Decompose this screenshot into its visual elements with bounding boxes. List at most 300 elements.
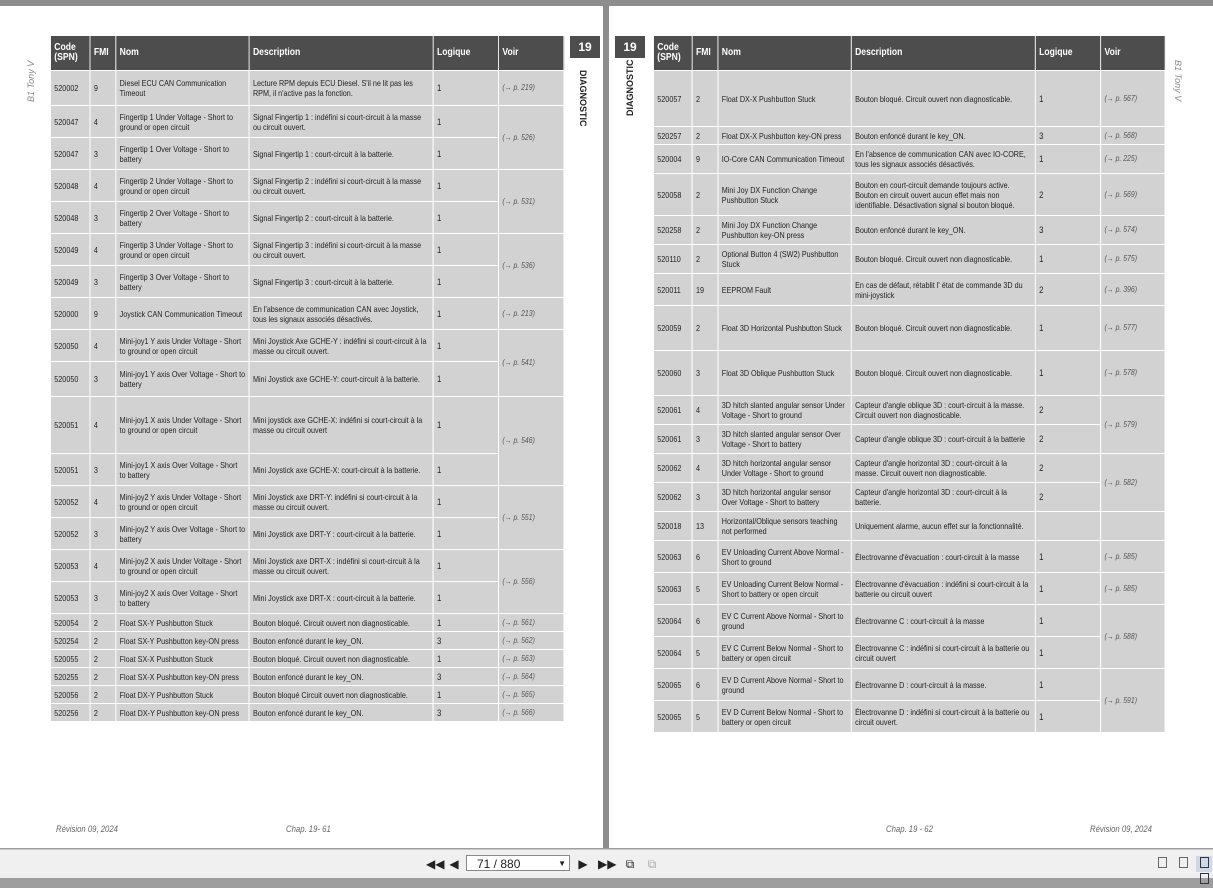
- table-row: [50, 668, 563, 686]
- cell-code: 520063: [653, 541, 692, 573]
- table-row: [653, 637, 1165, 669]
- cell-code: 520058: [653, 174, 692, 216]
- cell-logique: 1: [433, 266, 498, 298]
- table-row: [50, 170, 563, 202]
- cell-voir[interactable]: (→ p. 213): [498, 298, 563, 330]
- cell-description: Électrovanne D : court-circuit à la masse.: [851, 669, 1035, 701]
- header-description: Description: [851, 36, 1035, 71]
- cell-voir[interactable]: [1101, 512, 1166, 541]
- table-header-row: [50, 36, 563, 71]
- cell-description: Capteur d'angle horizontal 3D : court-circuit à la masse. Circuit ouvert non diagnosticable.: [851, 454, 1035, 483]
- document-page-right: [609, 6, 1213, 848]
- cell-voir[interactable]: (→ p. 225): [1101, 145, 1166, 174]
- cell-code: 520063: [653, 573, 692, 605]
- table-row: [653, 541, 1165, 573]
- cell-nom: Fingertip 1 Over Voltage - Short to battery: [116, 138, 249, 170]
- continuous-page-icon[interactable]: [1176, 856, 1190, 872]
- cell-fmi: 5: [692, 637, 718, 669]
- cell-fmi: 2: [90, 614, 116, 632]
- table-row: [653, 71, 1165, 127]
- cell-fmi: 9: [90, 298, 116, 330]
- cell-description: Électrovanne D : indéfini si court-circuit à la batterie ou circuit ouvert.: [851, 701, 1035, 733]
- table-row: [50, 650, 563, 668]
- cell-code: 520061: [653, 396, 692, 425]
- document-page-left: [0, 6, 603, 848]
- cell-fmi: 2: [90, 686, 116, 704]
- cell-logique: 3: [433, 704, 498, 722]
- table-row: [653, 216, 1165, 245]
- cell-nom: Mini-joy1 Y axis Over Voltage - Short to battery: [116, 362, 249, 397]
- table-row: [653, 145, 1165, 174]
- cell-code: 520047: [50, 106, 90, 138]
- table-row: [653, 396, 1165, 425]
- table-row: [50, 486, 563, 518]
- cell-nom: Float DX-Y Pushbutton key-ON press: [116, 704, 249, 722]
- cell-code: 520065: [653, 701, 692, 733]
- cell-description: Lecture RPM depuis ECU Diesel. S'il ne lit pas les RPM, il n'active pas la fonction.: [249, 71, 433, 106]
- table-row: [50, 704, 563, 722]
- cell-code: 520050: [50, 330, 90, 362]
- table-row: [653, 174, 1165, 216]
- cell-voir[interactable]: (→ p. 567): [1101, 71, 1166, 127]
- table-row: [50, 454, 563, 486]
- cell-fmi: 2: [692, 245, 718, 274]
- cell-fmi: 4: [90, 330, 116, 362]
- table-row: [653, 306, 1165, 351]
- cell-logique: 1: [433, 298, 498, 330]
- cell-nom: Mini-joy2 Y axis Over Voltage - Short to battery: [116, 518, 249, 550]
- cell-fmi: 3: [90, 582, 116, 614]
- cell-nom: Fingertip 2 Under Voltage - Short to ground or open circuit: [116, 170, 249, 202]
- cell-fmi: 9: [90, 71, 116, 106]
- cell-code: 520018: [653, 512, 692, 541]
- header-code: Code (SPN): [653, 36, 692, 71]
- cell-code: 520048: [50, 202, 90, 234]
- cell-logique: 1: [1035, 573, 1100, 605]
- cell-code: 520059: [653, 306, 692, 351]
- cell-fmi: 3: [90, 266, 116, 298]
- cell-fmi: 2: [90, 704, 116, 722]
- cell-voir[interactable]: (→ p. 541): [498, 330, 563, 397]
- cell-description: Mini joystick axe GCHE-X: indéfini si court-circuit à la masse ou circuit ouvert: [249, 397, 433, 454]
- cell-fmi: 2: [90, 632, 116, 650]
- cell-code: 520110: [653, 245, 692, 274]
- cell-code: 520049: [50, 266, 90, 298]
- cell-fmi: 3: [90, 362, 116, 397]
- cell-code: 520254: [50, 632, 90, 650]
- diagnostic-table-left: [50, 35, 564, 722]
- cell-logique: 2: [1035, 483, 1100, 512]
- cell-nom: EV C Current Above Normal - Short to ground: [718, 605, 851, 637]
- table-row: [50, 362, 563, 397]
- cell-fmi: 3: [692, 483, 718, 512]
- cell-logique: 1: [1035, 145, 1100, 174]
- cell-voir[interactable]: (→ p. 578): [1101, 351, 1166, 396]
- cell-nom: Mini-joy1 X axis Under Voltage - Short to ground or open circuit: [116, 397, 249, 454]
- cell-nom: Float 3D Oblique Pushbutton Stuck: [718, 351, 851, 396]
- header-voir: Voir: [498, 36, 563, 71]
- cell-nom: Mini-joy1 X axis Over Voltage - Short to battery: [116, 454, 249, 486]
- last-page-icon[interactable]: ▶▶: [598, 857, 617, 871]
- cell-voir[interactable]: (→ p. 569): [1101, 174, 1166, 216]
- cell-description: Signal Fingertip 1 : court-circuit à la batterie.: [249, 138, 433, 170]
- cell-code: 520049: [50, 234, 90, 266]
- cell-fmi: 19: [692, 274, 718, 306]
- footer-revision: Révision 09, 2024: [56, 824, 118, 834]
- footer-chapter: Chap. 19 - 62: [886, 824, 933, 834]
- cell-voir[interactable]: (→ p. 591): [1101, 669, 1166, 733]
- cell-nom: EV Unloading Current Below Normal - Short to battery or open circuit: [718, 573, 851, 605]
- cell-code: 520064: [653, 605, 692, 637]
- cell-fmi: 2: [692, 306, 718, 351]
- table-row: [653, 351, 1165, 396]
- cell-logique: 2: [1035, 274, 1100, 306]
- cell-logique: 3: [1035, 216, 1100, 245]
- cell-code: 520056: [50, 686, 90, 704]
- cell-code: 520062: [653, 454, 692, 483]
- footer-chapter: Chap. 19- 61: [286, 824, 331, 834]
- cell-fmi: 3: [90, 454, 116, 486]
- cover-page-icon[interactable]: ⧉: [647, 857, 657, 871]
- cell-fmi: 6: [692, 669, 718, 701]
- cell-fmi: 4: [90, 170, 116, 202]
- table-header-row: [653, 36, 1165, 71]
- footer-revision: Révision 09, 2024: [1090, 824, 1152, 834]
- table-row: [653, 274, 1165, 306]
- cell-fmi: 4: [692, 454, 718, 483]
- cell-nom: Horizontal/Oblique sensors teaching not performed: [718, 512, 851, 541]
- cell-logique: 1: [433, 518, 498, 550]
- cell-fmi: 3: [692, 351, 718, 396]
- cell-fmi: 13: [692, 512, 718, 541]
- table-row: [653, 605, 1165, 637]
- cell-logique: 1: [433, 650, 498, 668]
- cell-logique: 1: [1035, 541, 1100, 573]
- cell-description: Bouton bloqué. Circuit ouvert non diagnosticable.: [851, 306, 1035, 351]
- cell-code: 520051: [50, 397, 90, 454]
- cell-nom: 3D hitch horizontal angular sensor Under Voltage - Short to ground: [718, 454, 851, 483]
- cell-logique: 1: [1035, 637, 1100, 669]
- table-row: [50, 234, 563, 266]
- cell-logique: 1: [1035, 306, 1100, 351]
- cell-description: Signal Fingertip 3 : indéfini si court-circuit à la masse ou circuit ouvert.: [249, 234, 433, 266]
- cell-nom: Float 3D Horizontal Pushbutton Stuck: [718, 306, 851, 351]
- cell-description: Mini Joystick axe DRT-Y : court-circuit à la batterie.: [249, 518, 433, 550]
- cell-code: 520047: [50, 138, 90, 170]
- cell-nom: Float SX-X Pushbutton key-ON press: [116, 668, 249, 686]
- cell-description: Capteur d'angle oblique 3D : court-circuit à la batterie: [851, 425, 1035, 454]
- cell-fmi: 6: [692, 541, 718, 573]
- cell-voir[interactable]: (→ p. 582): [1101, 454, 1166, 512]
- cell-description: Bouton bloqué Circuit ouvert non diagnosticable.: [249, 686, 433, 704]
- diagnostic-table-right: [653, 35, 1166, 733]
- cell-code: 520051: [50, 454, 90, 486]
- cell-code: 520057: [653, 71, 692, 127]
- table-row: [50, 582, 563, 614]
- chapter-number: 19: [570, 36, 600, 58]
- cell-code: 520055: [50, 650, 90, 668]
- cell-fmi: 3: [90, 202, 116, 234]
- cell-voir[interactable]: (→ p. 561): [498, 614, 563, 632]
- cell-logique: 1: [1035, 605, 1100, 637]
- cell-logique: 1: [433, 202, 498, 234]
- cell-code: 520256: [50, 704, 90, 722]
- cell-fmi: 4: [90, 550, 116, 582]
- cell-code: 520257: [653, 127, 692, 145]
- cell-description: Signal Fingertip 2 : court-circuit à la batterie.: [249, 202, 433, 234]
- cell-logique: 1: [433, 582, 498, 614]
- table-row: [653, 669, 1165, 701]
- cell-voir[interactable]: (→ p. 574): [1101, 216, 1166, 245]
- cell-nom: Float DX-Y Pushbutton Stuck: [116, 686, 249, 704]
- cell-code: 520004: [653, 145, 692, 174]
- cell-voir[interactable]: (→ p. 546): [498, 397, 563, 486]
- cell-code: 520052: [50, 486, 90, 518]
- table-row: [653, 245, 1165, 274]
- cell-nom: 3D hitch horizontal angular sensor Over Voltage - Short to battery: [718, 483, 851, 512]
- cell-voir[interactable]: (→ p. 566): [498, 704, 563, 722]
- header-voir: Voir: [1101, 36, 1166, 71]
- table-row: [653, 127, 1165, 145]
- cell-voir[interactable]: (→ p. 564): [498, 668, 563, 686]
- cell-fmi: 2: [692, 174, 718, 216]
- cell-logique: 1: [433, 170, 498, 202]
- cell-description: Bouton enfoncé durant le key_ON.: [249, 668, 433, 686]
- cell-voir[interactable]: (→ p. 536): [498, 234, 563, 298]
- cell-nom: 3D hitch slanted angular sensor Over Voltage - Short to battery: [718, 425, 851, 454]
- header-logique: Logique: [433, 36, 498, 71]
- cell-voir[interactable]: (→ p. 585): [1101, 541, 1166, 573]
- table-row: [50, 686, 563, 704]
- cell-description: Bouton enfoncé durant le key_ON.: [249, 632, 433, 650]
- cell-voir[interactable]: (→ p. 556): [498, 550, 563, 614]
- cell-code: 520052: [50, 518, 90, 550]
- cell-description: Bouton bloqué. Circuit ouvert non diagnosticable.: [851, 245, 1035, 274]
- cell-nom: Mini Joy DX Function Change Pushbutton Stuck: [718, 174, 851, 216]
- header-nom: Nom: [718, 36, 851, 71]
- table-row: [653, 701, 1165, 733]
- cell-code: 520048: [50, 170, 90, 202]
- cell-fmi: 2: [692, 216, 718, 245]
- page-number-input[interactable]: [466, 855, 570, 871]
- header-logique: Logique: [1035, 36, 1100, 71]
- cell-fmi: 6: [692, 605, 718, 637]
- cell-logique: 1: [433, 614, 498, 632]
- table-row: [50, 202, 563, 234]
- cell-fmi: 2: [692, 71, 718, 127]
- cell-voir[interactable]: (→ p. 579): [1101, 396, 1166, 454]
- cell-fmi: 3: [90, 138, 116, 170]
- cell-description: Bouton enfoncé durant le key_ON.: [851, 127, 1035, 145]
- cell-fmi: 5: [692, 701, 718, 733]
- cell-voir[interactable]: (→ p. 568): [1101, 127, 1166, 145]
- cell-code: 520062: [653, 483, 692, 512]
- cell-description: Électrovanne C : indéfini si court-circuit à la batterie ou circuit ouvert: [851, 637, 1035, 669]
- cell-nom: Float DX-X Pushbutton key-ON press: [718, 127, 851, 145]
- cell-nom: Fingertip 3 Over Voltage - Short to battery: [116, 266, 249, 298]
- viewer-toolbar: [0, 849, 1213, 878]
- cell-fmi: 4: [90, 486, 116, 518]
- cell-description: Mini Joystick axe DRT-X : court-circuit à la batterie.: [249, 582, 433, 614]
- cell-voir[interactable]: (→ p. 551): [498, 486, 563, 550]
- cell-nom: Mini-joy1 Y axis Under Voltage - Short to ground or open circuit: [116, 330, 249, 362]
- table-body-left: [50, 71, 563, 722]
- page-author: B1 Tony V: [1173, 60, 1183, 102]
- cell-nom: Fingertip 3 Under Voltage - Short to ground or open circuit: [116, 234, 249, 266]
- cell-voir[interactable]: (→ p. 562): [498, 632, 563, 650]
- cell-fmi: 3: [692, 425, 718, 454]
- cell-code: 520002: [50, 71, 90, 106]
- chapter-number: 19: [615, 36, 645, 58]
- cell-description: Capteur d'angle horizontal 3D : court-circuit à la batterie.: [851, 483, 1035, 512]
- cell-description: Uniquement alarme, aucun effet sur la fonctionnalité.: [851, 512, 1035, 541]
- next-page-icon[interactable]: ▶: [578, 857, 588, 871]
- single-page-icon[interactable]: [1155, 856, 1169, 872]
- cell-code: 520011: [653, 274, 692, 306]
- cell-code: 520255: [50, 668, 90, 686]
- cell-nom: Fingertip 1 Under Voltage - Short to ground or open circuit: [116, 106, 249, 138]
- cell-logique: 1: [433, 486, 498, 518]
- cell-code: 520060: [653, 351, 692, 396]
- header-description: Description: [249, 36, 433, 71]
- table-row: [653, 425, 1165, 454]
- cell-logique: 1: [433, 106, 498, 138]
- cell-logique: 1: [1035, 669, 1100, 701]
- cell-nom: EV D Current Below Normal - Short to battery or open circuit: [718, 701, 851, 733]
- table-row: [50, 550, 563, 582]
- cell-voir[interactable]: (→ p. 575): [1101, 245, 1166, 274]
- table-row: [50, 330, 563, 362]
- cell-description: Bouton bloqué. Circuit ouvert non diagnosticable.: [249, 614, 433, 632]
- header-fmi: FMI: [692, 36, 718, 71]
- cell-voir[interactable]: (→ p. 531): [498, 170, 563, 234]
- table-row: [50, 397, 563, 454]
- table-row: [50, 632, 563, 650]
- cell-voir[interactable]: (→ p. 219): [498, 71, 563, 106]
- cell-description: Électrovanne d'évacuation : court-circuit à la masse: [851, 541, 1035, 573]
- cell-description: Bouton en court-circuit demande toujours active. Bouton en circuit ouvert aucun effet mais non identifiable. Désactivation signal si bouton bloqué.: [851, 174, 1035, 216]
- cell-logique: 3: [1035, 127, 1100, 145]
- cell-logique: 3: [433, 668, 498, 686]
- cell-voir[interactable]: (→ p. 563): [498, 650, 563, 668]
- cell-nom: EEPROM Fault: [718, 274, 851, 306]
- cell-nom: Optional Button 4 (SW2) Pushbutton Stuck: [718, 245, 851, 274]
- cell-logique: 2: [1035, 174, 1100, 216]
- table-body-right: [653, 71, 1165, 733]
- table-row: [653, 483, 1165, 512]
- cell-description: Signal Fingertip 2 : indéfini si court-circuit à la masse ou circuit ouvert.: [249, 170, 433, 202]
- cell-code: 520065: [653, 669, 692, 701]
- cell-description: Bouton bloqué. Circuit ouvert non diagnosticable.: [249, 650, 433, 668]
- cell-logique: 1: [433, 330, 498, 362]
- cell-voir[interactable]: (→ p. 585): [1101, 573, 1166, 605]
- cell-description: Bouton enfoncé durant le key_ON.: [249, 704, 433, 722]
- cell-nom: Mini-joy2 Y axis Under Voltage - Short to ground or open circuit: [116, 486, 249, 518]
- cell-fmi: 4: [90, 106, 116, 138]
- cell-voir[interactable]: (→ p. 396): [1101, 274, 1166, 306]
- cell-logique: 3: [433, 632, 498, 650]
- page-author: B1 Tony V: [26, 60, 36, 102]
- cell-fmi: 4: [692, 396, 718, 425]
- cell-nom: Mini Joy DX Function Change Pushbutton key-ON press: [718, 216, 851, 245]
- cell-description: Capteur d'angle oblique 3D : court-circuit à la masse. Circuit ouvert non diagnosticable.: [851, 396, 1035, 425]
- chevron-down-icon[interactable]: ▼: [558, 859, 566, 868]
- cell-description: En l'absence de communication CAN avec IO-CORE, tous les signaux associés désactivés.: [851, 145, 1035, 174]
- cell-nom: IO-Core CAN Communication Timeout: [718, 145, 851, 174]
- table-row: [50, 518, 563, 550]
- cell-description: Signal Fingertip 3 : court-circuit à la batterie.: [249, 266, 433, 298]
- header-code: Code (SPN): [50, 36, 90, 71]
- cell-nom: EV D Current Above Normal - Short to ground: [718, 669, 851, 701]
- cell-nom: Mini-joy2 X axis Over Voltage - Short to battery: [116, 582, 249, 614]
- table-row: [653, 454, 1165, 483]
- cell-logique: 1: [433, 686, 498, 704]
- cell-description: Électrovanne C : court-circuit à la masse: [851, 605, 1035, 637]
- cell-description: Mini Joystick axe GCHE-X: court-circuit à la batterie.: [249, 454, 433, 486]
- cell-fmi: 4: [90, 234, 116, 266]
- cell-nom: Float SX-X Pushbutton Stuck: [116, 650, 249, 668]
- table-row: [50, 138, 563, 170]
- cell-code: 520050: [50, 362, 90, 397]
- cell-code: 520054: [50, 614, 90, 632]
- cell-logique: 2: [1035, 425, 1100, 454]
- section-label: DIAGNOSTIC: [625, 59, 635, 116]
- cell-description: Mini Joystick axe DRT-Y: indéfini si court-circuit à la masse ou circuit ouvert.: [249, 486, 433, 518]
- cell-nom: Joystick CAN Communication Timeout: [116, 298, 249, 330]
- prev-page-icon[interactable]: ◀: [449, 857, 459, 871]
- cell-code: 520258: [653, 216, 692, 245]
- cell-logique: 1: [1035, 701, 1100, 733]
- cell-nom: Diesel ECU CAN Communication Timeout: [116, 71, 249, 106]
- cell-nom: EV C Current Below Normal - Short to battery or open circuit: [718, 637, 851, 669]
- cell-voir[interactable]: (→ p. 565): [498, 686, 563, 704]
- cell-logique: 2: [1035, 454, 1100, 483]
- cell-nom: Float DX-X Pushbutton Stuck: [718, 71, 851, 127]
- page-number-value: 71 / 880: [477, 857, 521, 871]
- cell-code: 520053: [50, 550, 90, 582]
- cell-voir[interactable]: (→ p. 577): [1101, 306, 1166, 351]
- table-row: [50, 298, 563, 330]
- cell-code: 520061: [653, 425, 692, 454]
- cell-logique: 1: [433, 397, 498, 454]
- cell-logique: 1: [1035, 351, 1100, 396]
- facing-pages-icon[interactable]: ⧉: [625, 857, 635, 871]
- cell-description: Électrovanne d'évacuation : indéfini si court-circuit à la batterie ou circuit ouvert: [851, 573, 1035, 605]
- section-label: DIAGNOSTIC: [578, 70, 588, 127]
- cell-voir[interactable]: (→ p. 588): [1101, 605, 1166, 669]
- cell-logique: 1: [433, 362, 498, 397]
- table-row: [50, 266, 563, 298]
- cell-fmi: 5: [692, 573, 718, 605]
- table-row: [653, 573, 1165, 605]
- table-row: [50, 71, 563, 106]
- cell-logique: 1: [433, 234, 498, 266]
- cell-logique: 2: [1035, 396, 1100, 425]
- cell-logique: 1: [1035, 71, 1100, 127]
- cell-nom: Mini-joy2 X axis Under Voltage - Short to ground or open circuit: [116, 550, 249, 582]
- two-page-icon[interactable]: [1196, 856, 1212, 872]
- cell-description: Mini Joystick axe GCHE-Y: court-circuit à la batterie.: [249, 362, 433, 397]
- first-page-icon[interactable]: ◀◀: [426, 857, 445, 871]
- cell-description: Bouton bloqué. Circuit ouvert non diagnosticable.: [851, 351, 1035, 396]
- cell-nom: EV Unloading Current Above Normal - Short to ground: [718, 541, 851, 573]
- cell-fmi: 2: [90, 668, 116, 686]
- cell-logique: 1: [1035, 245, 1100, 274]
- table-row: [653, 512, 1165, 541]
- cell-voir[interactable]: (→ p. 526): [498, 106, 563, 170]
- cell-fmi: 2: [692, 127, 718, 145]
- table-row: [50, 614, 563, 632]
